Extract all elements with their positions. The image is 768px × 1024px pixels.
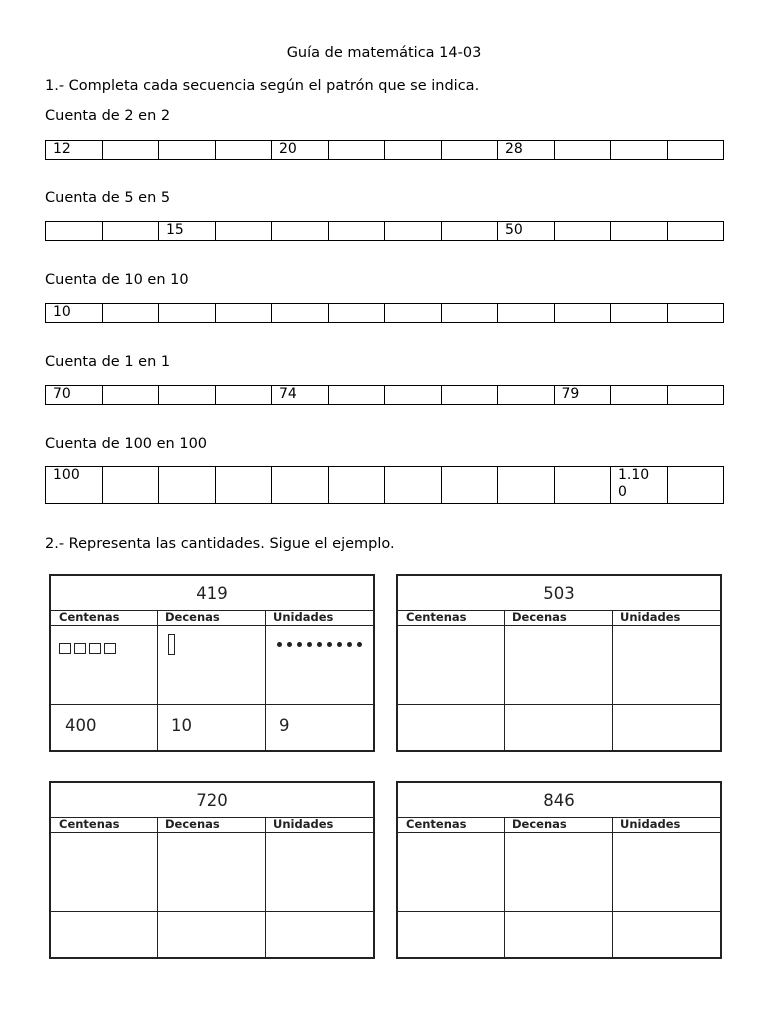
sequence-cell[interactable] — [215, 467, 272, 504]
worksheet-title: Guía de matemática 14-03 — [286, 45, 482, 61]
row-divider — [51, 911, 373, 912]
column-header: Unidades — [273, 610, 334, 624]
sequence-cell[interactable] — [554, 304, 611, 323]
sequence-cell[interactable] — [159, 304, 216, 323]
sequence-cell[interactable] — [385, 141, 442, 160]
unit-dots — [277, 638, 367, 657]
section1-instruction: 1.- Completa cada secuencia según el patrón que se indica. — [45, 78, 480, 94]
section2-instruction: 2.- Representa las cantidades. Sigue el ejemplo. — [45, 536, 395, 552]
sequence-cell[interactable] — [667, 222, 724, 241]
column-header: Decenas — [512, 610, 567, 624]
sequence-cell[interactable] — [498, 386, 555, 405]
place-value[interactable]: 9 — [279, 716, 290, 735]
sequence-cell[interactable]: 70 — [46, 386, 103, 405]
sequence-cell[interactable] — [102, 386, 159, 405]
sequence-label: Cuenta de 5 en 5 — [45, 190, 171, 206]
column-header-row — [51, 817, 373, 833]
sequence-cell[interactable] — [611, 304, 668, 323]
sequence-cell[interactable]: 20 — [272, 141, 329, 160]
sequence-cell[interactable]: 15 — [159, 222, 216, 241]
sequence-cell[interactable]: 74 — [272, 386, 329, 405]
column-header: Unidades — [273, 817, 334, 831]
unit-dot-icon — [307, 642, 312, 647]
ten-bar-icon — [168, 634, 175, 655]
sequence-cell[interactable] — [441, 386, 498, 405]
place-value[interactable]: 400 — [65, 716, 97, 735]
column-divider — [504, 817, 505, 957]
place-value-box — [396, 574, 722, 752]
sequence-cell[interactable] — [611, 222, 668, 241]
sequence-cell[interactable] — [159, 467, 216, 504]
row-divider — [398, 911, 720, 912]
column-divider — [265, 817, 266, 957]
column-divider — [157, 817, 158, 957]
sequence-label: Cuenta de 1 en 1 — [45, 354, 171, 370]
sequence-cell[interactable] — [215, 222, 272, 241]
sequence-cell[interactable] — [441, 304, 498, 323]
sequence-cell[interactable] — [667, 304, 724, 323]
hundred-square-icon — [59, 643, 71, 654]
sequence-cell[interactable] — [328, 222, 385, 241]
sequence-cell[interactable] — [215, 386, 272, 405]
column-divider — [612, 610, 613, 750]
sequence-cell[interactable] — [215, 304, 272, 323]
sequence-cell[interactable] — [498, 467, 555, 504]
unit-dot-icon — [337, 642, 342, 647]
sequence-cell[interactable] — [272, 467, 329, 504]
unit-dot-icon — [297, 642, 302, 647]
sequence-cell[interactable] — [554, 467, 611, 504]
column-divider — [612, 817, 613, 957]
sequence-cell[interactable] — [328, 467, 385, 504]
column-header: Decenas — [165, 610, 220, 624]
column-header: Unidades — [620, 610, 681, 624]
sequence-cell[interactable] — [611, 386, 668, 405]
sequence-cell[interactable] — [441, 222, 498, 241]
sequence-cell[interactable] — [385, 386, 442, 405]
sequence-cell[interactable] — [667, 141, 724, 160]
column-header: Centenas — [59, 817, 120, 831]
sequence-cell[interactable]: 28 — [498, 141, 555, 160]
sequence-table — [45, 385, 724, 405]
sequence-cell[interactable]: 100 — [46, 467, 103, 504]
sequence-table — [45, 303, 724, 323]
sequence-cell[interactable] — [667, 467, 724, 504]
column-header: Centenas — [406, 817, 467, 831]
hundred-square-icon — [89, 643, 101, 654]
unit-dot-icon — [287, 642, 292, 647]
sequence-cell[interactable] — [441, 467, 498, 504]
sequence-cell[interactable] — [498, 304, 555, 323]
sequence-cell[interactable]: 79 — [554, 386, 611, 405]
sequence-cell[interactable] — [554, 222, 611, 241]
sequence-cell[interactable] — [215, 141, 272, 160]
sequence-cell[interactable] — [667, 386, 724, 405]
hundreds-squares — [59, 639, 119, 658]
column-header: Decenas — [512, 817, 567, 831]
sequence-cell[interactable] — [102, 222, 159, 241]
sequence-cell[interactable] — [441, 141, 498, 160]
column-divider — [265, 610, 266, 750]
column-header: Centenas — [406, 610, 467, 624]
sequence-label: Cuenta de 10 en 10 — [45, 272, 189, 288]
sequence-cell[interactable] — [611, 141, 668, 160]
box-number: 503 — [398, 576, 720, 611]
place-value-box — [396, 781, 722, 959]
unit-dot-icon — [277, 642, 282, 647]
column-divider — [504, 610, 505, 750]
hundred-square-icon — [104, 643, 116, 654]
box-number: 846 — [398, 783, 720, 818]
box-number: 419 — [51, 576, 373, 611]
sequence-label: Cuenta de 2 en 2 — [45, 108, 171, 124]
place-value-box — [49, 574, 375, 752]
unit-dot-icon — [317, 642, 322, 647]
column-header: Decenas — [165, 817, 220, 831]
sequence-cell[interactable]: 10 — [46, 304, 103, 323]
sequence-table — [45, 221, 724, 241]
sequence-cell[interactable] — [272, 222, 329, 241]
sequence-cell[interactable] — [159, 141, 216, 160]
hundred-square-icon — [74, 643, 86, 654]
row-divider — [398, 704, 720, 705]
sequence-cell[interactable] — [385, 222, 442, 241]
row-divider — [51, 704, 373, 705]
unit-dot-icon — [357, 642, 362, 647]
sequence-cell[interactable]: 12 — [46, 141, 103, 160]
sequence-cell[interactable] — [554, 141, 611, 160]
place-value[interactable]: 10 — [171, 716, 192, 735]
column-header: Unidades — [620, 817, 681, 831]
column-divider — [157, 610, 158, 750]
sequence-table — [45, 466, 724, 504]
sequence-cell[interactable] — [102, 304, 159, 323]
sequence-label: Cuenta de 100 en 100 — [45, 436, 208, 452]
column-header: Centenas — [59, 610, 120, 624]
sequence-cell[interactable] — [272, 304, 329, 323]
sequence-cell[interactable]: 1.10 0 — [611, 467, 668, 504]
sequence-table — [45, 140, 724, 160]
sequence-cell[interactable] — [102, 467, 159, 504]
sequence-cell[interactable] — [102, 141, 159, 160]
sequence-cell[interactable] — [159, 386, 216, 405]
place-value-box — [49, 781, 375, 959]
box-number: 720 — [51, 783, 373, 818]
sequence-cell[interactable] — [328, 141, 385, 160]
sequence-cell[interactable] — [385, 467, 442, 504]
sequence-cell[interactable]: 50 — [498, 222, 555, 241]
unit-dot-icon — [347, 642, 352, 647]
sequence-cell[interactable] — [328, 386, 385, 405]
sequence-cell[interactable] — [46, 222, 103, 241]
column-header-row — [398, 817, 720, 833]
unit-dot-icon — [327, 642, 332, 647]
column-header-row — [51, 610, 373, 626]
column-header-row — [398, 610, 720, 626]
sequence-cell[interactable] — [385, 304, 442, 323]
sequence-cell[interactable] — [328, 304, 385, 323]
